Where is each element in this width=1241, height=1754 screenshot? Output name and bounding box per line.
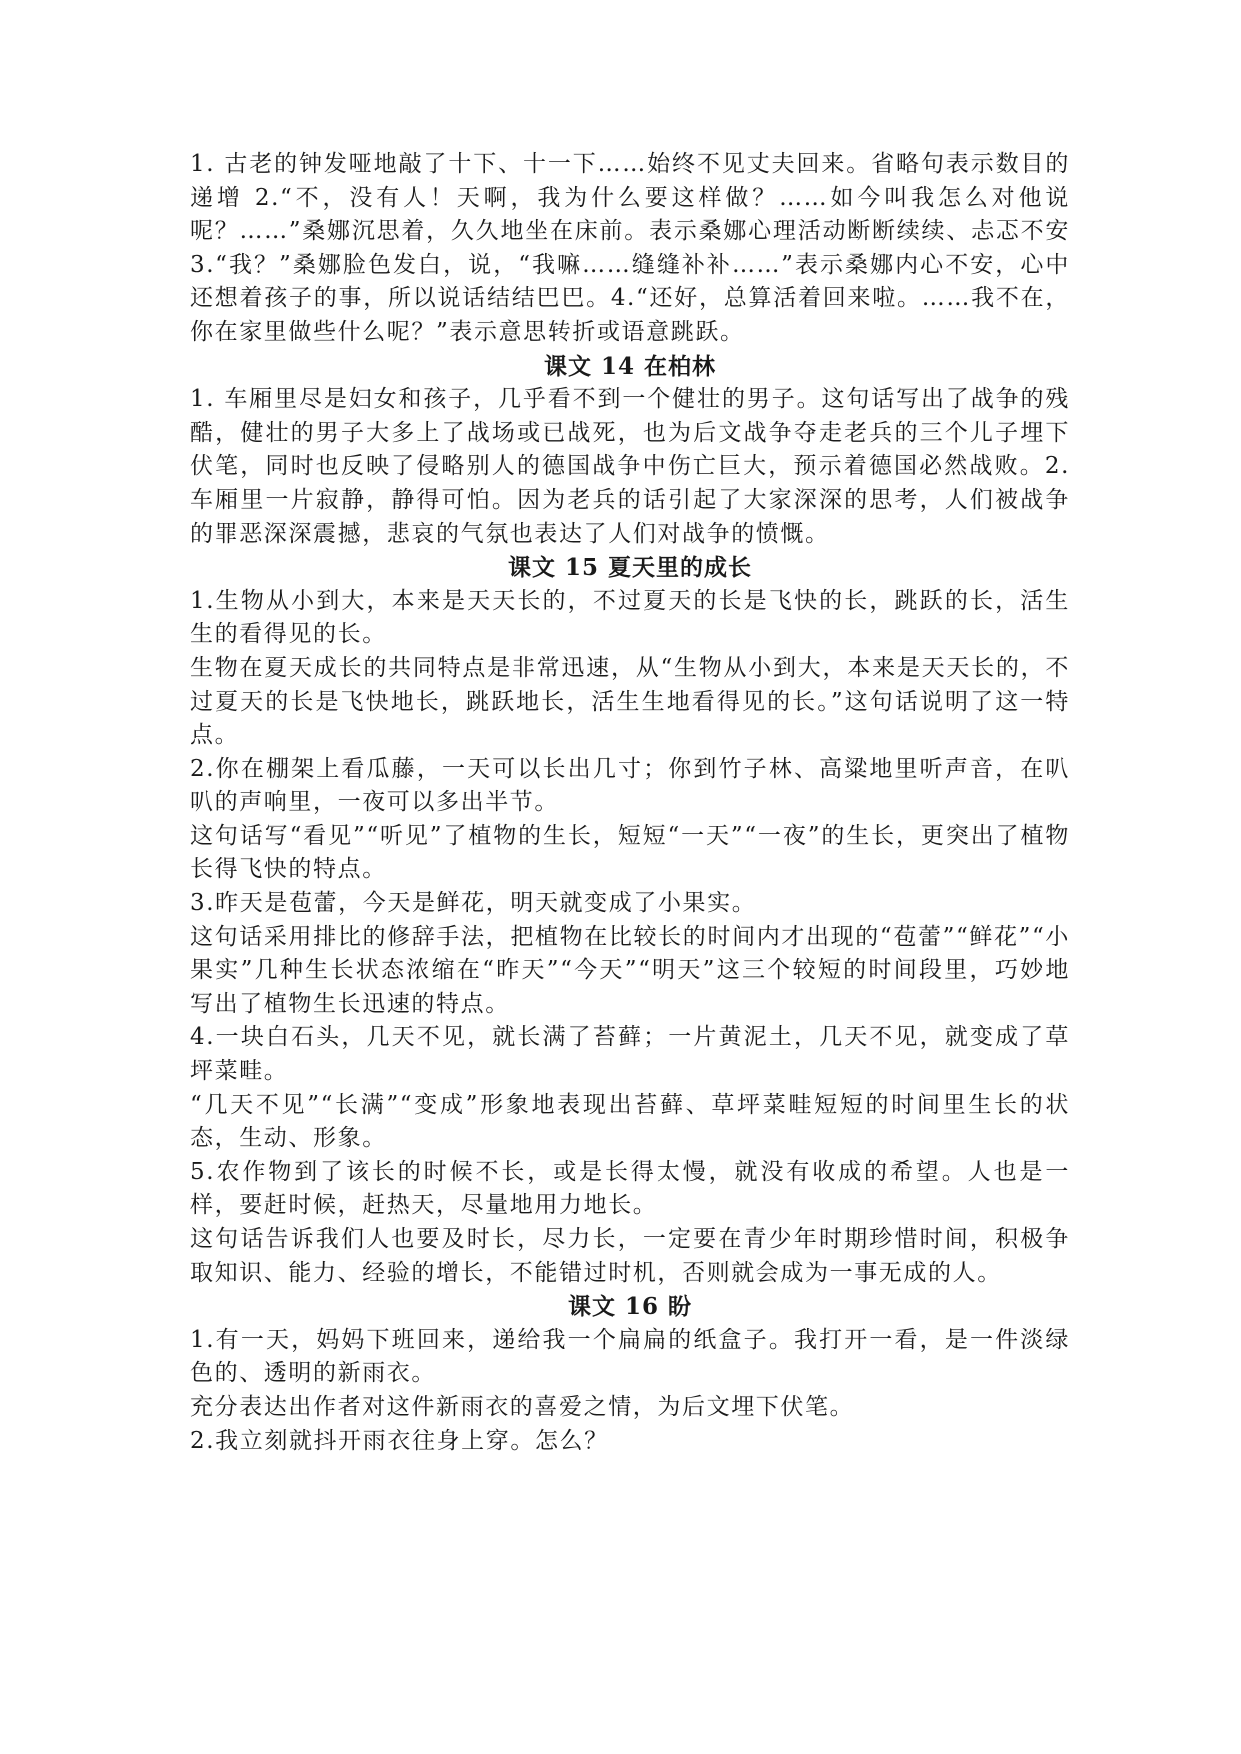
paragraph: 2.我立刻就抖开雨衣往身上穿。怎么？ bbox=[190, 1427, 609, 1454]
paragraph: 5.农作物到了该长的时候不长，或是长得太慢，就没有收成的希望。人也是一样，要赶时候，赶热天，尽量地用力地长。 bbox=[190, 1158, 1070, 1219]
document-body bbox=[190, 148, 1070, 1458]
paragraph: 生物在夏天成长的共同特点是非常迅速，从“生物从小到大，本来是天天长的，不过夏天的长是飞快地长，跳跃地长，活生生地看得见的长。”这句话说明了这一特点。 bbox=[190, 654, 1070, 749]
paragraph: 1. 车厢里尽是妇女和孩子，几乎看不到一个健壮的男子。这句话写出了战争的残酷，健壮的男子大多上了战场或已战死，也为后文战争夺走老兵的三个儿子埋下伏笔，同时也反映了侵略别人的德国战争中伤亡巨大，预示着德国必然战败。2.车厢里一片寂静，静得可怕。因为老兵的话引起了大家深深的思考，人们被战争的罪恶深深震撼，悲哀的气氛也表达了人们对战争的愤慨。 bbox=[190, 386, 1070, 547]
paragraph: 这句话写“看见”“听见”了植物的生长，短短“一天”“一夜”的生长，更突出了植物长得飞快的特点。 bbox=[190, 822, 1070, 883]
paragraph: 4.一块白石头，几天不见，就长满了苔藓；一片黄泥土，几天不见，就变成了草坪菜畦。 bbox=[190, 1024, 1070, 1085]
paragraph: 这句话采用排比的修辞手法，把植物在比较长的时间内才出现的“苞蕾”“鲜花”“小果实”几种生长状态浓缩在“昨天”“今天”“明天”这三个较短的时间段里，巧妙地写出了植物生长迅速的特点。 bbox=[190, 923, 1070, 1017]
paragraph: 1. 古老的钟发哑地敲了十下、十一下……始终不见丈夫回来。省略句表示数目的递增 2.“不，没有人！天啊，我为什么要这样做？……如今叫我怎么对他说呢？……”桑娜沉思着，久久地坐在床前。表示桑娜心理活动断断续续、忐忑不安 3.“我？”桑娜脸色发白，说，“我嘛……缝缝补补……”表示桑娜内心不安，心中还想着孩子的事，所以说话结结巴巴。4.“还好，总算活着回来啦。……我不在，你在家里做些什么呢？”表示意思转折或语意跳跃。 bbox=[190, 151, 1070, 345]
paragraph: 1.有一天，妈妈下班回来，递给我一个扁扁的纸盒子。我打开一看，是一件淡绿色的、透明的新雨衣。 bbox=[190, 1326, 1070, 1387]
paragraph: 3.昨天是苞蕾，今天是鲜花，明天就变成了小果实。 bbox=[190, 890, 757, 917]
section-heading: 课文 16 盼 bbox=[567, 1293, 693, 1321]
paragraph: 这句话告诉我们人也要及时长，尽力长，一定要在青少年时期珍惜时间，积极争取知识、能力、经验的增长，不能错过时机，否则就会成为一事无成的人。 bbox=[190, 1226, 1070, 1286]
paragraph: “几天不见”“长满”“变成”形象地表现出苔藓、草坪菜畦短短的时间里生长的状态，生动、形象。 bbox=[190, 1091, 1070, 1152]
section-heading: 课文 15 夏天里的成长 bbox=[507, 554, 753, 582]
paragraph: 1.生物从小到大，本来是天天长的，不过夏天的长是飞快的长，跳跃的长，活生生的看得见的长。 bbox=[190, 587, 1070, 648]
paragraph: 2.你在棚架上看瓜藤，一天可以长出几寸；你到竹子林、高粱地里听声音，在叭叭的声响里，一夜可以多出半节。 bbox=[190, 755, 1070, 816]
paragraph: 充分表达出作者对这件新雨衣的喜爱之情，为后文埋下伏笔。 bbox=[190, 1393, 855, 1420]
section-heading: 课文 14 在柏林 bbox=[543, 352, 717, 380]
